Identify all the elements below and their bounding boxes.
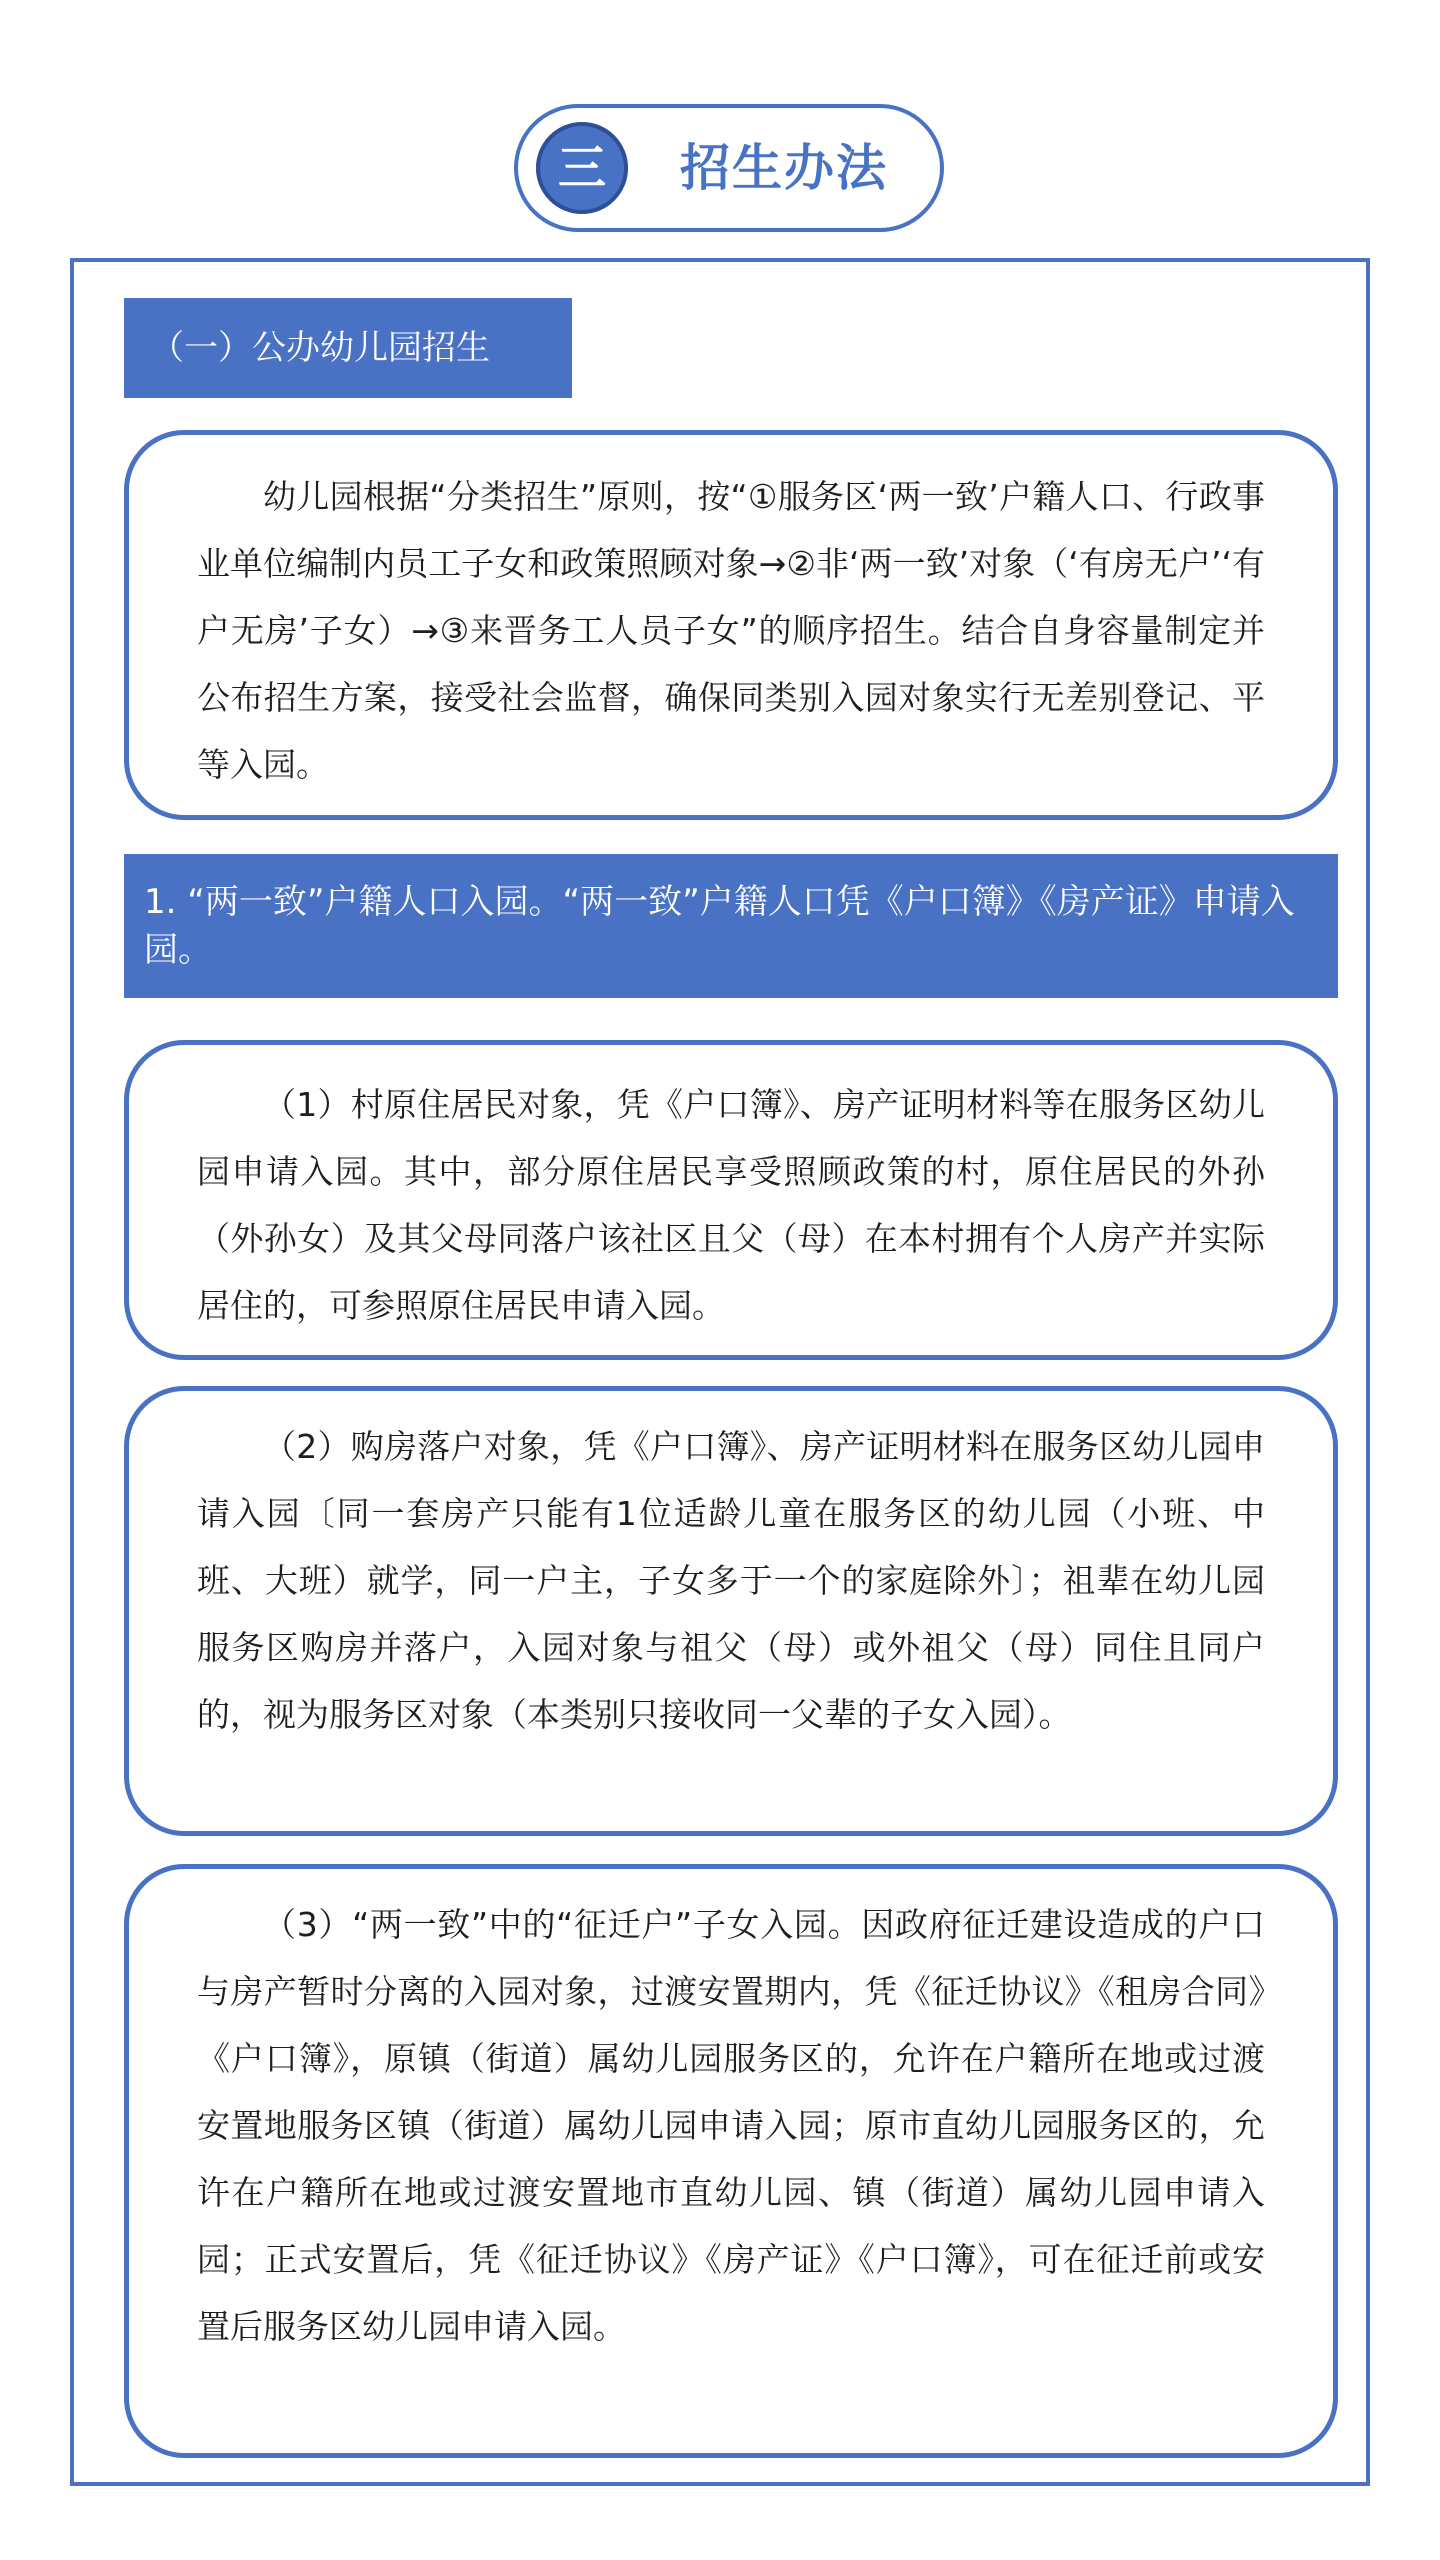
section-number-badge: 三: [536, 122, 628, 214]
item-1-text-box: （1）村原住居民对象，凭《户口簿》、房产证明材料等在服务区幼儿园申请入园。其中，部分原住居民享受照顾政策的村，原住居民的外孙（外孙女）及其父母同落户该社区且父（母）在本村拥有个人房产并实际居住的，可参照原住居民申请入园。: [124, 1040, 1338, 1360]
intro-text-box: 幼儿园根据“分类招生”原则，按“①服务区‘两一致’户籍人口、行政事业单位编制内员工子女和政策照顾对象→②非‘两一致’对象（‘有房无户’‘有户无房’子女）→③来晋务工人员子女”的顺序招生。结合自身容量制定并公布招生方案，接受社会监督，确保同类别入园对象实行无差别登记、平等入园。: [124, 430, 1338, 820]
section-header: [514, 104, 944, 232]
section-title: 招生办法: [680, 139, 888, 197]
category-1-title-bar: 1. “两一致”户籍人口入园。“两一致”户籍人口凭《户口簿》《房产证》申请入园。: [124, 854, 1338, 998]
item-3-text-box: （3）“两一致”中的“征迁户”子女入园。因政府征迁建设造成的户口与房产暂时分离的入园对象，过渡安置期内，凭《征迁协议》《租房合同》《户口簿》，原镇（街道）属幼儿园服务区的，允许在户籍所在地或过渡安置地服务区镇（街道）属幼儿园申请入园；原市直幼儿园服务区的，允许在户籍所在地或过渡安置地市直幼儿园、镇（街道）属幼儿园申请入园；正式安置后，凭《征迁协议》《房产证》《户口簿》，可在征迁前或安置后服务区幼儿园申请入园。: [124, 1864, 1338, 2458]
subsection-title-bar: （一）公办幼儿园招生: [124, 298, 572, 398]
item-2-text-box: （2）购房落户对象，凭《户口簿》、房产证明材料在服务区幼儿园申请入园〔同一套房产只能有1位适龄儿童在服务区的幼儿园（小班、中班、大班）就学，同一户主，子女多于一个的家庭除外〕；祖辈在幼儿园服务区购房并落户，入园对象与祖父（母）或外祖父（母）同住且同户的，视为服务区对象（本类别只接收同一父辈的子女入园）。: [124, 1386, 1338, 1836]
